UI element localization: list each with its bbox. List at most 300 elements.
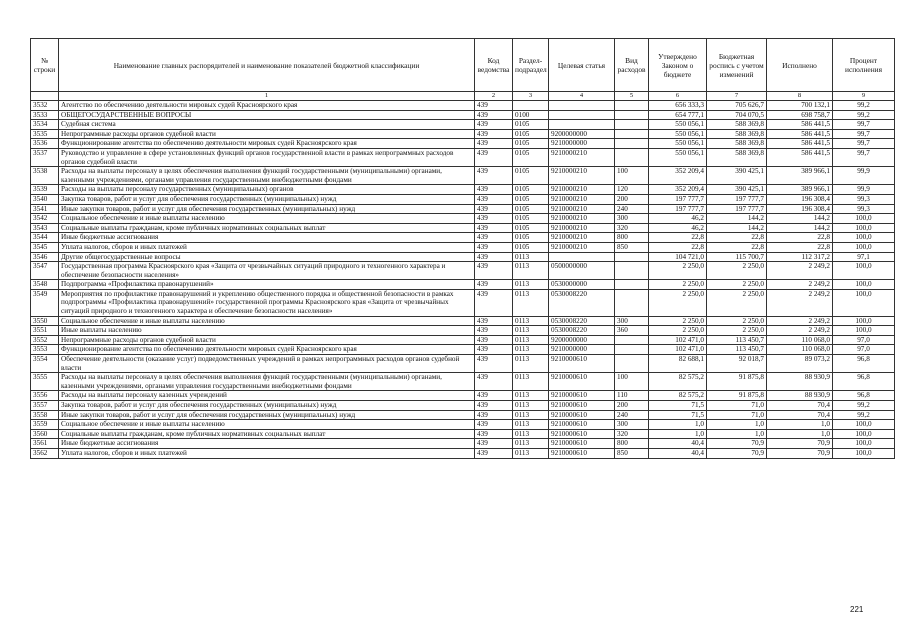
row-approved: 2 250,0 <box>649 262 707 280</box>
row-expense-kind: 200 <box>615 401 649 411</box>
table-row <box>31 139 895 149</box>
table-row <box>31 345 895 355</box>
row-target-article: 9210000610 <box>549 429 615 439</box>
row-percent: 99,9 <box>833 185 895 195</box>
row-section: 0113 <box>513 335 549 345</box>
row-department-code: 439 <box>475 401 513 411</box>
row-section: 0113 <box>513 401 549 411</box>
row-expense-kind <box>615 345 649 355</box>
row-budget-painting: 144,2 <box>707 214 767 224</box>
table-row <box>31 233 895 243</box>
row-target-article <box>549 252 615 262</box>
row-percent: 97,0 <box>833 335 895 345</box>
row-name: Государственная программа Красноярского края «Защита от чрезвычайных ситуаций природного и техногенного характера и обеспечение безопасности населения» <box>59 262 475 280</box>
row-budget-painting: 197 777,7 <box>707 204 767 214</box>
row-number: 3539 <box>31 185 59 195</box>
row-section: 0105 <box>513 148 549 166</box>
row-number: 3549 <box>31 289 59 316</box>
row-approved: 82 688,1 <box>649 355 707 373</box>
row-executed: 2 249,2 <box>767 280 833 290</box>
row-budget-painting: 588 369,8 <box>707 120 767 130</box>
row-budget-painting: 115 700,7 <box>707 252 767 262</box>
row-name: Социальные выплаты гражданам, кроме публичных нормативных социальных выплат <box>59 429 475 439</box>
row-number: 3559 <box>31 420 59 430</box>
header-department-code: Код ведомства <box>475 39 513 92</box>
row-approved: 40,4 <box>649 448 707 458</box>
table-row <box>31 204 895 214</box>
column-number: 4 <box>549 92 615 101</box>
row-expense-kind <box>615 289 649 316</box>
row-target-article: 9210000210 <box>549 223 615 233</box>
row-budget-painting: 144,2 <box>707 223 767 233</box>
table-row <box>31 429 895 439</box>
row-executed: 2 249,2 <box>767 289 833 316</box>
row-target-article: 9200000000 <box>549 335 615 345</box>
row-section: 0113 <box>513 289 549 316</box>
row-percent: 100,0 <box>833 429 895 439</box>
row-percent: 100,0 <box>833 326 895 336</box>
row-executed: 389 966,1 <box>767 167 833 185</box>
row-name: Функционирование агентства по обеспечению деятельности мировых судей Красноярского края <box>59 139 475 149</box>
row-approved: 82 575,2 <box>649 373 707 391</box>
table-row <box>31 289 895 316</box>
row-budget-painting: 92 018,7 <box>707 355 767 373</box>
column-number: 3 <box>513 92 549 101</box>
row-number: 3542 <box>31 214 59 224</box>
row-executed: 89 073,2 <box>767 355 833 373</box>
row-approved: 71,5 <box>649 410 707 420</box>
row-section: 0105 <box>513 242 549 252</box>
row-department-code: 439 <box>475 391 513 401</box>
header-section: Раздел- подраздел <box>513 39 549 92</box>
row-approved: 550 056,1 <box>649 129 707 139</box>
row-name: Обеспечение деятельности (оказание услуг) подведомственных учреждений в рамках непрограммных расходов органов судебной власти <box>59 355 475 373</box>
row-percent: 97,1 <box>833 252 895 262</box>
table-row <box>31 148 895 166</box>
row-budget-painting: 70,9 <box>707 439 767 449</box>
row-percent: 96,8 <box>833 373 895 391</box>
row-name: Расходы на выплаты персоналу казенных учреждений <box>59 391 475 401</box>
row-expense-kind: 300 <box>615 316 649 326</box>
row-approved: 104 721,0 <box>649 252 707 262</box>
table-row <box>31 326 895 336</box>
row-expense-kind: 320 <box>615 223 649 233</box>
budget-table <box>30 38 895 459</box>
row-target-article: 9210000210 <box>549 185 615 195</box>
row-executed: 110 068,0 <box>767 335 833 345</box>
row-department-code: 439 <box>475 439 513 449</box>
row-executed: 2 249,2 <box>767 316 833 326</box>
row-expense-kind <box>615 110 649 120</box>
row-percent: 99,3 <box>833 194 895 204</box>
row-budget-painting: 71,0 <box>707 401 767 411</box>
row-percent: 99,7 <box>833 120 895 130</box>
row-percent: 99,3 <box>833 204 895 214</box>
row-name: Уплата налогов, сборов и иных платежей <box>59 448 475 458</box>
row-section: 0113 <box>513 439 549 449</box>
row-approved: 2 250,0 <box>649 316 707 326</box>
row-number: 3544 <box>31 233 59 243</box>
column-number <box>31 92 59 101</box>
column-number-row <box>31 92 895 101</box>
row-target-article: 9210000610 <box>549 420 615 430</box>
row-section: 0105 <box>513 167 549 185</box>
column-number: 6 <box>649 92 707 101</box>
row-percent: 99,7 <box>833 129 895 139</box>
row-section: 0113 <box>513 252 549 262</box>
row-budget-painting: 588 369,8 <box>707 139 767 149</box>
row-section: 0113 <box>513 345 549 355</box>
row-expense-kind: 120 <box>615 185 649 195</box>
table-row <box>31 120 895 130</box>
table-row <box>31 242 895 252</box>
table-row <box>31 214 895 224</box>
column-number: 9 <box>833 92 895 101</box>
row-expense-kind: 320 <box>615 429 649 439</box>
row-number: 3541 <box>31 204 59 214</box>
row-department-code: 439 <box>475 316 513 326</box>
row-executed: 144,2 <box>767 214 833 224</box>
row-number: 3557 <box>31 401 59 411</box>
row-name: Иные закупки товаров, работ и услуг для обеспечения государственных (муниципальных) нужд <box>59 410 475 420</box>
row-name: Другие общегосударственные вопросы <box>59 252 475 262</box>
row-name: Социальные выплаты гражданам, кроме публичных нормативных социальных выплат <box>59 223 475 233</box>
row-executed: 2 249,2 <box>767 262 833 280</box>
row-number: 3562 <box>31 448 59 458</box>
row-percent: 99,2 <box>833 401 895 411</box>
row-name: Расходы на выплаты персоналу в целях обеспечения выполнения функций государственными (муниципальными) органами, казенными учреждениями, органами управления государственными внебюджетными фондами <box>59 167 475 185</box>
row-name: Социальное обеспечение и иные выплаты населению <box>59 316 475 326</box>
row-approved: 102 471,0 <box>649 335 707 345</box>
table-body <box>31 101 895 459</box>
row-executed: 586 441,5 <box>767 129 833 139</box>
row-name: Иные бюджетные ассигнования <box>59 233 475 243</box>
row-expense-kind: 850 <box>615 448 649 458</box>
row-executed: 88 930,9 <box>767 373 833 391</box>
row-approved: 656 333,3 <box>649 101 707 111</box>
row-department-code: 439 <box>475 429 513 439</box>
row-percent: 100,0 <box>833 280 895 290</box>
row-percent: 100,0 <box>833 223 895 233</box>
header-expense-kind: Вид расходов <box>615 39 649 92</box>
row-name: Закупка товаров, работ и услуг для обеспечения государственных (муниципальных) нужд <box>59 401 475 411</box>
row-expense-kind <box>615 129 649 139</box>
row-target-article: 9210000000 <box>549 139 615 149</box>
row-section: 0113 <box>513 326 549 336</box>
row-department-code: 439 <box>475 448 513 458</box>
row-department-code: 439 <box>475 204 513 214</box>
column-number: 5 <box>615 92 649 101</box>
row-name: Функционирование агентства по обеспечению деятельности мировых судей Красноярского края <box>59 345 475 355</box>
row-budget-painting: 91 875,8 <box>707 373 767 391</box>
row-approved: 2 250,0 <box>649 280 707 290</box>
row-section: 0113 <box>513 355 549 373</box>
row-executed: 70,4 <box>767 401 833 411</box>
row-percent: 96,8 <box>833 355 895 373</box>
row-budget-painting: 2 250,0 <box>707 289 767 316</box>
row-approved: 22,8 <box>649 242 707 252</box>
table-row <box>31 262 895 280</box>
row-budget-painting: 1,0 <box>707 420 767 430</box>
row-target-article: 9210000210 <box>549 148 615 166</box>
row-approved: 46,2 <box>649 214 707 224</box>
column-number: 1 <box>59 92 475 101</box>
row-executed: 698 758,7 <box>767 110 833 120</box>
row-percent: 99,2 <box>833 110 895 120</box>
row-expense-kind: 800 <box>615 439 649 449</box>
row-budget-painting: 2 250,0 <box>707 262 767 280</box>
row-name: Руководство и управление в сфере установленных функций органов государственной власти в рамках непрограммных расходов органов судебной власти <box>59 148 475 166</box>
row-expense-kind: 800 <box>615 233 649 243</box>
row-expense-kind: 100 <box>615 373 649 391</box>
row-target-article: 9210000610 <box>549 448 615 458</box>
row-target-article: 0530000000 <box>549 280 615 290</box>
row-name: Уплата налогов, сборов и иных платежей <box>59 242 475 252</box>
row-department-code: 439 <box>475 242 513 252</box>
row-section: 0100 <box>513 110 549 120</box>
row-expense-kind: 300 <box>615 214 649 224</box>
row-department-code: 439 <box>475 139 513 149</box>
row-name: Подпрограмма «Профилактика правонарушений» <box>59 280 475 290</box>
row-number: 3532 <box>31 101 59 111</box>
table-row <box>31 101 895 111</box>
row-executed: 70,4 <box>767 410 833 420</box>
row-percent: 100,0 <box>833 242 895 252</box>
row-target-article <box>549 110 615 120</box>
row-section: 0105 <box>513 129 549 139</box>
header-percent: Процент исполнения <box>833 39 895 92</box>
row-target-article: 9210000210 <box>549 214 615 224</box>
row-number: 3546 <box>31 252 59 262</box>
table-row <box>31 355 895 373</box>
row-department-code: 439 <box>475 233 513 243</box>
row-budget-painting: 588 369,8 <box>707 148 767 166</box>
row-department-code: 439 <box>475 420 513 430</box>
row-department-code: 439 <box>475 223 513 233</box>
row-budget-painting: 22,8 <box>707 233 767 243</box>
row-approved: 40,4 <box>649 439 707 449</box>
row-number: 3534 <box>31 120 59 130</box>
row-target-article: 9210000610 <box>549 391 615 401</box>
row-approved: 2 250,0 <box>649 289 707 316</box>
row-section: 0113 <box>513 429 549 439</box>
row-department-code: 439 <box>475 262 513 280</box>
row-executed: 700 132,1 <box>767 101 833 111</box>
row-expense-kind <box>615 139 649 149</box>
row-expense-kind: 300 <box>615 420 649 430</box>
row-budget-painting: 1,0 <box>707 429 767 439</box>
column-number: 8 <box>767 92 833 101</box>
row-number: 3538 <box>31 167 59 185</box>
row-expense-kind <box>615 120 649 130</box>
row-expense-kind <box>615 252 649 262</box>
table-row <box>31 391 895 401</box>
row-approved: 550 056,1 <box>649 139 707 149</box>
row-section: 0113 <box>513 410 549 420</box>
row-department-code: 439 <box>475 101 513 111</box>
row-name: Мероприятия по профилактике правонарушений и укреплению общественного порядка и общественной безопасности в рамках подпрограммы «Профилактика правонарушений» государственной программы Красноярского края «Защита от чрезвычайных ситуаций природного и техногенного характера и обеспечение безопасности населения» <box>59 289 475 316</box>
row-number: 3536 <box>31 139 59 149</box>
row-section: 0113 <box>513 316 549 326</box>
column-number: 7 <box>707 92 767 101</box>
row-budget-painting: 91 875,8 <box>707 391 767 401</box>
row-budget-painting: 390 425,1 <box>707 185 767 195</box>
row-department-code: 439 <box>475 335 513 345</box>
row-target-article: 9210000210 <box>549 204 615 214</box>
table-row <box>31 373 895 391</box>
row-section: 0113 <box>513 280 549 290</box>
row-percent: 96,8 <box>833 391 895 401</box>
table-row <box>31 167 895 185</box>
row-section: 0105 <box>513 185 549 195</box>
header-target-article: Целевая статья <box>549 39 615 92</box>
row-target-article: 0530008220 <box>549 326 615 336</box>
row-approved: 82 575,2 <box>649 391 707 401</box>
row-name: Социальное обеспечение и иные выплаты населению <box>59 214 475 224</box>
row-percent: 97,0 <box>833 345 895 355</box>
row-section: 0105 <box>513 120 549 130</box>
row-department-code: 439 <box>475 120 513 130</box>
row-section: 0105 <box>513 214 549 224</box>
row-percent: 99,7 <box>833 139 895 149</box>
row-executed: 1,0 <box>767 429 833 439</box>
row-name: Социальное обеспечение и иные выплаты населению <box>59 420 475 430</box>
row-approved: 352 209,4 <box>649 185 707 195</box>
table-row <box>31 439 895 449</box>
table-row <box>31 252 895 262</box>
row-percent: 99,7 <box>833 148 895 166</box>
row-approved: 352 209,4 <box>649 167 707 185</box>
row-expense-kind: 850 <box>615 242 649 252</box>
row-target-article: 9210000210 <box>549 233 615 243</box>
row-expense-kind <box>615 101 649 111</box>
row-approved: 22,8 <box>649 233 707 243</box>
header-row-number: № строки <box>31 39 59 92</box>
row-number: 3552 <box>31 335 59 345</box>
row-department-code: 439 <box>475 289 513 316</box>
row-percent: 100,0 <box>833 316 895 326</box>
header-approved: Утверждено Законом о бюджете <box>649 39 707 92</box>
row-number: 3547 <box>31 262 59 280</box>
row-percent: 99,2 <box>833 410 895 420</box>
row-expense-kind: 360 <box>615 326 649 336</box>
table-row <box>31 280 895 290</box>
row-expense-kind <box>615 262 649 280</box>
row-department-code: 439 <box>475 355 513 373</box>
row-approved: 102 471,0 <box>649 345 707 355</box>
row-target-article: 0530008220 <box>549 316 615 326</box>
row-executed: 88 930,9 <box>767 391 833 401</box>
table-row <box>31 410 895 420</box>
row-budget-painting: 113 450,7 <box>707 345 767 355</box>
header-budget-painting: Бюджетная роспись с учетом изменений <box>707 39 767 92</box>
table-row <box>31 185 895 195</box>
header-executed: Исполнено <box>767 39 833 92</box>
row-percent: 100,0 <box>833 439 895 449</box>
row-section: 0105 <box>513 204 549 214</box>
row-number: 3537 <box>31 148 59 166</box>
row-department-code: 439 <box>475 167 513 185</box>
row-number: 3543 <box>31 223 59 233</box>
row-approved: 1,0 <box>649 420 707 430</box>
table-row <box>31 316 895 326</box>
row-expense-kind <box>615 148 649 166</box>
row-percent: 99,9 <box>833 167 895 185</box>
row-name: Непрограммные расходы органов судебной власти <box>59 335 475 345</box>
row-approved: 550 056,1 <box>649 148 707 166</box>
row-executed: 586 441,5 <box>767 120 833 130</box>
row-budget-painting: 113 450,7 <box>707 335 767 345</box>
row-number: 3561 <box>31 439 59 449</box>
row-target-article <box>549 101 615 111</box>
row-target-article: 9210000610 <box>549 373 615 391</box>
row-expense-kind: 100 <box>615 167 649 185</box>
row-department-code: 439 <box>475 129 513 139</box>
row-name: ОБЩЕГОСУДАРСТВЕННЫЕ ВОПРОСЫ <box>59 110 475 120</box>
row-section <box>513 101 549 111</box>
row-executed: 586 441,5 <box>767 139 833 149</box>
table-row <box>31 129 895 139</box>
row-approved: 2 250,0 <box>649 326 707 336</box>
row-executed: 110 068,0 <box>767 345 833 355</box>
row-budget-painting: 2 250,0 <box>707 316 767 326</box>
row-executed: 196 308,4 <box>767 194 833 204</box>
row-target-article: 9210000610 <box>549 355 615 373</box>
column-number: 2 <box>475 92 513 101</box>
row-executed: 389 966,1 <box>767 185 833 195</box>
row-section: 0113 <box>513 420 549 430</box>
row-name: Расходы на выплаты персоналу государственных (муниципальных) органов <box>59 185 475 195</box>
row-name: Расходы на выплаты персоналу в целях обеспечения выполнения функций государственными (муниципальными) органами, казенными учреждениями, органами управления государственными внебюджетными фондами <box>59 373 475 391</box>
row-number: 3555 <box>31 373 59 391</box>
row-section: 0105 <box>513 139 549 149</box>
row-budget-painting: 2 250,0 <box>707 326 767 336</box>
row-budget-painting: 22,8 <box>707 242 767 252</box>
row-number: 3558 <box>31 410 59 420</box>
row-department-code: 439 <box>475 410 513 420</box>
row-target-article: 9200000000 <box>549 129 615 139</box>
row-percent: 100,0 <box>833 214 895 224</box>
row-name: Агентство по обеспечению деятельности мировых судей Красноярского края <box>59 101 475 111</box>
table-row <box>31 110 895 120</box>
budget-report-sheet <box>30 38 894 459</box>
row-percent: 100,0 <box>833 289 895 316</box>
row-target-article: 0530008220 <box>549 289 615 316</box>
row-department-code: 439 <box>475 280 513 290</box>
row-budget-painting: 71,0 <box>707 410 767 420</box>
row-target-article: 9210000000 <box>549 345 615 355</box>
row-approved: 71,5 <box>649 401 707 411</box>
row-department-code: 439 <box>475 194 513 204</box>
row-executed: 586 441,5 <box>767 148 833 166</box>
row-target-article: 0500000000 <box>549 262 615 280</box>
row-name: Непрограммные расходы органов судебной власти <box>59 129 475 139</box>
row-budget-painting: 70,9 <box>707 448 767 458</box>
row-target-article: 9210000610 <box>549 410 615 420</box>
row-percent: 99,2 <box>833 101 895 111</box>
row-approved: 197 777,7 <box>649 194 707 204</box>
row-number: 3554 <box>31 355 59 373</box>
row-number: 3545 <box>31 242 59 252</box>
row-executed: 112 317,2 <box>767 252 833 262</box>
row-name: Иные выплаты населению <box>59 326 475 336</box>
row-budget-painting: 704 070,5 <box>707 110 767 120</box>
row-number: 3550 <box>31 316 59 326</box>
row-name: Закупка товаров, работ и услуг для обеспечения государственных (муниципальных) нужд <box>59 194 475 204</box>
row-number: 3556 <box>31 391 59 401</box>
row-number: 3533 <box>31 110 59 120</box>
row-name: Судебная система <box>59 120 475 130</box>
